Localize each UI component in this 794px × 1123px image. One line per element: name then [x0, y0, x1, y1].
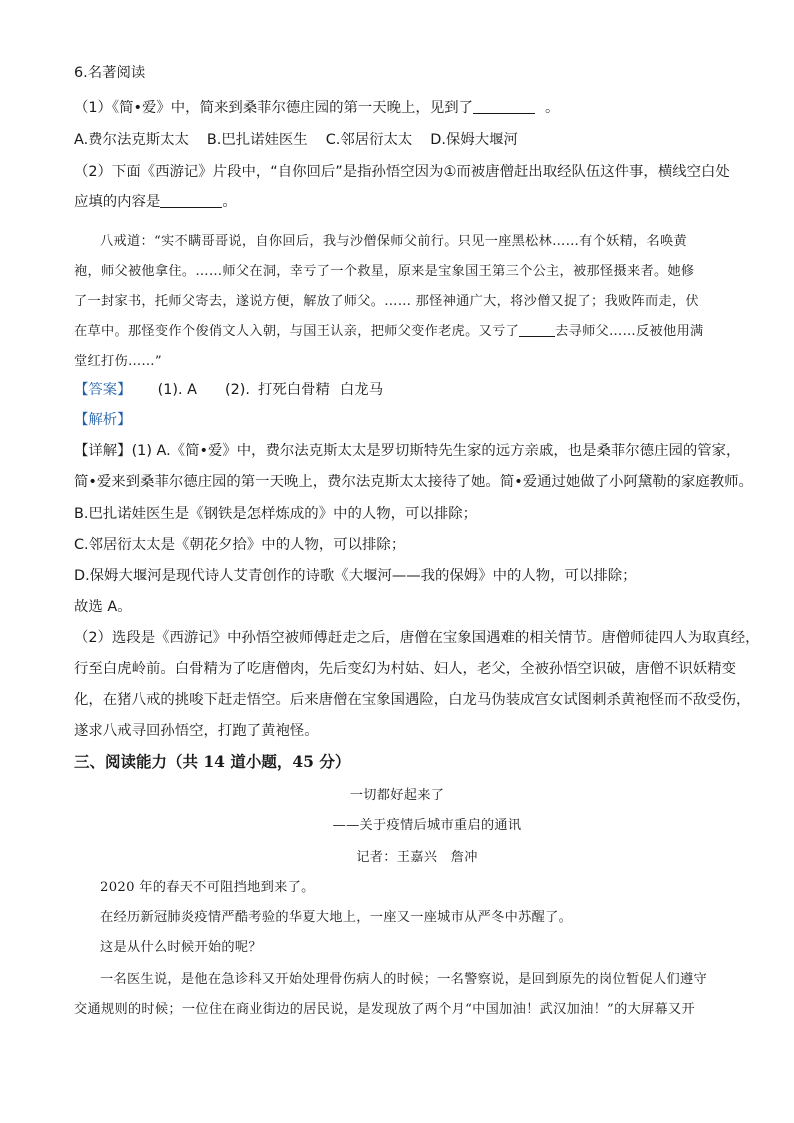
analysis-line: 【详解】(1) A.《简•爱》中，费尔法克斯太太是罗切斯特先生家的远方亲戚，也是桑菲尔德庄园的管家， — [74, 443, 741, 459]
question-heading: 6.名著阅读 — [74, 65, 146, 81]
excerpt-line-4 — [74, 322, 703, 342]
section-heading: 三、阅读能力（共 14 道小题，45 分） — [74, 752, 351, 771]
sub-question-2-end: 。 — [222, 194, 237, 210]
analysis-line: 遂求八戒寻回孙悟空，打跑了黄袍怪。 — [74, 723, 319, 739]
analysis-option-b: B.巴扎诺娃医生是《钢铁是怎样炼成的》中的人物，可以排除； — [74, 506, 477, 522]
option-a: A.费尔法克斯太太 — [74, 132, 189, 148]
excerpt-line-5: 堂红打伤……” — [74, 354, 162, 369]
option-b: B.巴扎诺娃医生 — [206, 132, 308, 148]
sub-question-2-line-1: （2）下面《西游记》片段中，“自你回后”是指孙悟空因为①而被唐僧赶出取经队伍这件事，横线空白处 — [74, 164, 730, 180]
answer-row — [74, 380, 383, 400]
option-d: D.保姆大堰河 — [430, 132, 518, 148]
analysis-conclusion: 故选 A。 — [74, 599, 132, 615]
article-title: 一切都好起来了 — [349, 788, 445, 803]
sub-question-1-text: （1）《简•爱》中，简来到桑菲尔德庄园的第一天晚上，见到了 — [74, 100, 473, 116]
analysis-option-d: D.保姆大堰河是现代诗人艾青创作的诗歌《大堰河——我的保姆》中的人物，可以排除； — [74, 568, 637, 584]
analysis-tag: 【解析】 — [74, 412, 132, 428]
answer-2-label: (2). — [224, 382, 250, 398]
excerpt-blank — [519, 322, 555, 337]
sub-question-2-text: 应填的内容是 — [74, 194, 161, 210]
answer-2-text-1: 打死白骨精 — [257, 382, 330, 398]
sub-question-1-end: 。 — [545, 100, 560, 116]
article-paragraph: 2020 年的春天不可阻挡地到来了。 — [100, 880, 315, 895]
answer-blank — [473, 99, 535, 114]
article-paragraph: 这是从什么时候开始的呢？ — [100, 940, 262, 955]
analysis-line: 简•爱来到桑菲尔德庄园的第一天晚上，费尔法克斯太太接待了她。简•爱通过她做了小阿黛勒的家庭教师。 — [74, 474, 753, 490]
excerpt-line-2: 袍，师父被他拿住。……师父在洞，幸亏了一个救星，原来是宝象国王第三个公主，被那怪摄来者。她修 — [74, 264, 695, 279]
analysis-line: （2）选段是《西游记》中孙悟空被师傅赶走之后，唐僧在宝象国遇难的相关情节。唐僧师徒四人为取真经， — [74, 630, 760, 646]
answer-1: (1). A — [157, 382, 197, 398]
answer-tag: 【答案】 — [74, 382, 132, 398]
option-c: C.邻居衍太太 — [325, 132, 413, 148]
article-subtitle: ——关于疫情后城市重启的通讯 — [332, 818, 522, 833]
article-paragraph: 一名医生说，是他在急诊科又开始处理骨伤病人的时候；一名警察说，是回到原先的岗位暂促人们遵守 — [100, 972, 707, 987]
answer-blank — [160, 193, 222, 208]
sub-question-1 — [74, 98, 559, 118]
article-paragraph: 交通规则的时候；一位住在商业街边的居民说，是发现放了两个月“中国加油！武汉加油！”的大屏幕又开 — [74, 1002, 696, 1017]
analysis-line: 化，在猪八戒的挑唆下赶走悟空。后来唐僧在宝象国遇险，白龙马伪装成宫女试图刺杀黄袍怪而不敌受伤， — [74, 692, 751, 708]
excerpt-line-4-text: 在草中。那怪变作个俊俏文人入朝，与国王认亲，把师父变作老虎。又亏了 — [74, 324, 520, 339]
sub-question-2-line-2 — [74, 192, 237, 212]
analysis-option-c: C.邻居衍太太是《朝花夕拾》中的人物，可以排除； — [74, 537, 406, 553]
article-paragraph: 在经历新冠肺炎疫情严酷考验的华夏大地上，一座又一座城市从严冬中苏醒了。 — [100, 910, 573, 925]
excerpt-line-4-end: 去寻师父……反被他用满 — [555, 324, 704, 339]
analysis-line: 行至白虎岭前。白骨精为了吃唐僧肉，先后变幻为村姑、妇人，老父，全被孙悟空识破，唐僧不识妖精变 — [74, 661, 736, 677]
options-row — [74, 130, 518, 150]
excerpt-line-1: 八戒道：“实不瞒哥哥说，自你回后，我与沙僧保师父前行。只见一座黑松林……有个妖精，名唤黄 — [100, 234, 688, 249]
excerpt-line-3: 了一封家书，托师父寄去，遂说方便，解放了师父。…… 那怪神通广大，将沙僧又捉了；我败阵而走，伏 — [74, 294, 699, 309]
answer-2-text-2: 白龙马 — [339, 382, 384, 398]
article-byline: 记者：王嘉兴 詹冲 — [356, 850, 478, 865]
